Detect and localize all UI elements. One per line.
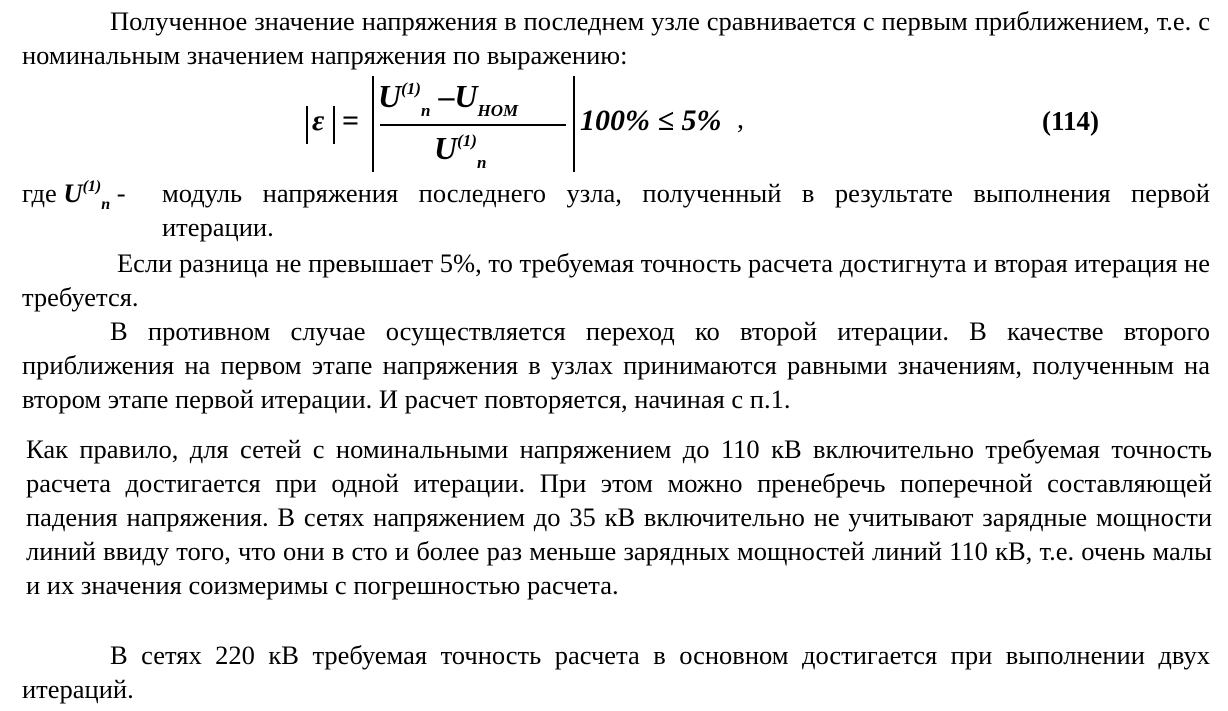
epsilon-symbol: ε bbox=[312, 104, 325, 137]
where-u: U bbox=[63, 178, 83, 208]
numerator-subscript: n bbox=[420, 101, 431, 120]
equation-number: (114) bbox=[1042, 106, 1099, 136]
abs-bar-right bbox=[333, 106, 335, 144]
fraction-abs-bar-right bbox=[573, 76, 575, 172]
paragraph-second-iteration: В противном случае осуществляется переход ко второй итерации. В качестве второго приближения на первом этапе напряжения в узлах принимаются равными значениям, полученным на втором этапе первой итерации. И расчет повторяется, начиная с п.1. bbox=[22, 316, 1210, 414]
formula-114 bbox=[0, 74, 1228, 178]
denominator bbox=[434, 130, 487, 172]
abs-bar-left bbox=[306, 106, 308, 144]
where-subscript: n bbox=[101, 196, 111, 213]
paragraph-110kv-networks: Как правило, для сетей с номинальными напряжением до 110 кВ включительно требуемая точность расчета достигается при одной итерации. При этом можно пренебречь поперечной составляющей падения напряжения. В сетях напряжением до 35 кВ включительно не учитывают зарядные мощности линий ввиду того, что они в сто и более раз меньше зарядных мощностей линий 110 кВ, т.е. очень малы и их значения соизмеримы с погрешностью расчета. bbox=[26, 434, 1212, 600]
formula-tail: 100% ≤ 5% bbox=[580, 104, 722, 137]
u-nom: U bbox=[454, 78, 478, 114]
where-description: модуль напряжения последнего узла, полученный в результате выполнения первой итерации. bbox=[162, 178, 1210, 242]
numerator-u: U bbox=[378, 78, 402, 114]
paragraph-accuracy-reached: Если разница не превышает 5%, то требуемая точность расчета достигнута и вторая итерация не требуется. bbox=[22, 248, 1210, 312]
where-label bbox=[22, 176, 126, 215]
formula-comma: , bbox=[737, 104, 744, 135]
denominator-u: U bbox=[434, 130, 458, 166]
minus-sign: – bbox=[438, 78, 455, 114]
denominator-superscript: (1) bbox=[457, 131, 477, 150]
where-word: где bbox=[22, 178, 57, 208]
numerator-superscript: (1) bbox=[401, 79, 421, 98]
nom-subscript: НОМ bbox=[477, 101, 519, 120]
denominator-subscript: n bbox=[476, 153, 487, 172]
where-dash: - bbox=[116, 178, 126, 208]
fraction-line bbox=[380, 124, 566, 126]
numerator bbox=[378, 78, 519, 120]
paragraph-comparison: Полученное значение напряжения в последнем узле сравнивается с первым приближением, т.е. с номинальным значением напряжения по выражению: bbox=[22, 6, 1210, 70]
where-superscript: (1) bbox=[82, 178, 102, 195]
paragraph-220kv-networks: В сетях 220 кВ требуемая точность расчета в основном достигается при выполнении двух итераций. bbox=[22, 640, 1210, 704]
fraction-abs-bar-left bbox=[372, 76, 374, 172]
equals-sign: = bbox=[342, 104, 360, 137]
